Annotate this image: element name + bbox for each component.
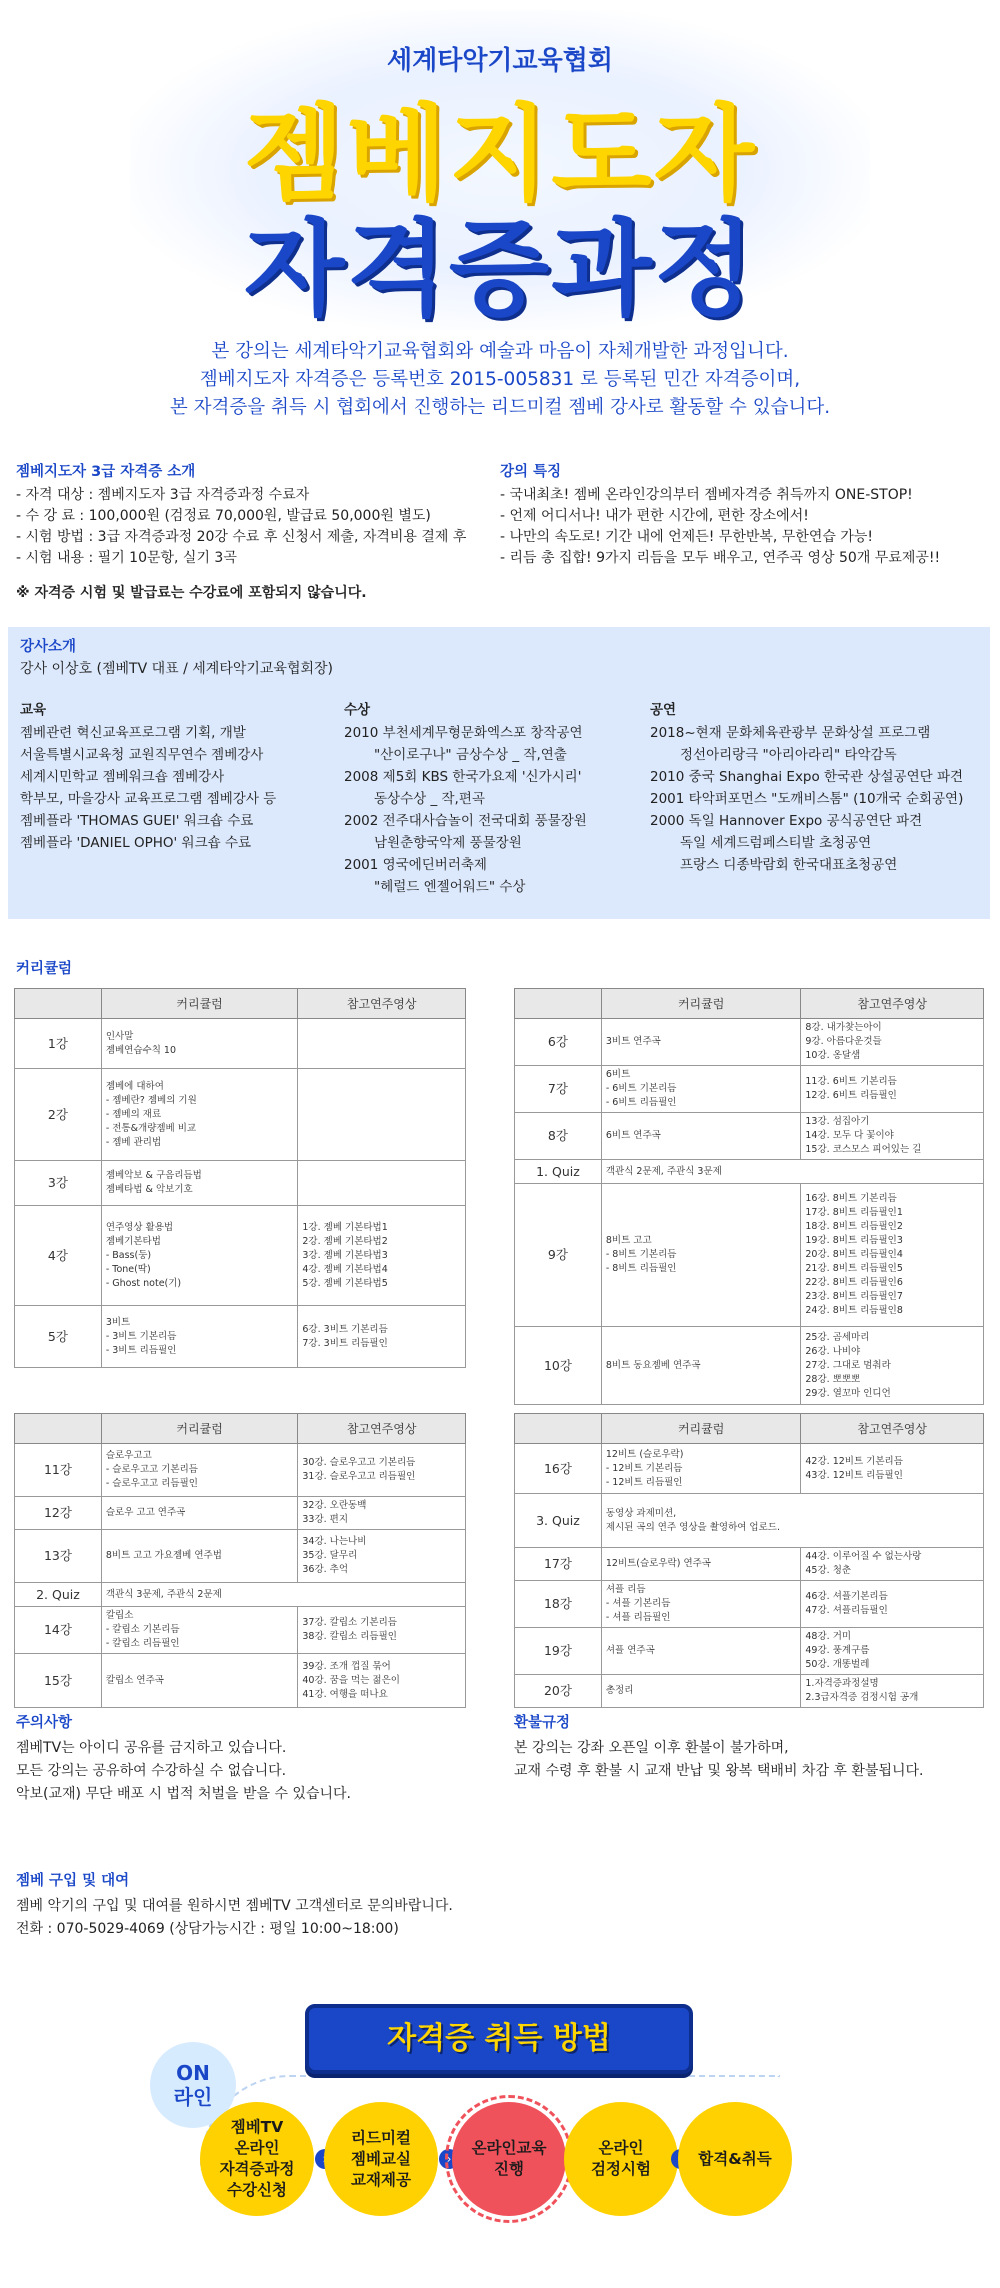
curriculum-cell-line: 젬베기본타법 [105, 1235, 161, 1247]
curriculum-cell [101, 1019, 298, 1069]
reference-cell [298, 1530, 466, 1583]
curriculum-cell [101, 1306, 298, 1368]
curriculum-cell-line: 6비트 [605, 1069, 631, 1080]
reference-cell [801, 1184, 984, 1327]
curriculum-cell-line: 3비트 [105, 1316, 131, 1328]
reference-cell-line: 31강. 슬로우고고 리듬필인 [302, 1471, 416, 1482]
table-header-row [515, 989, 984, 1019]
performances-section [650, 699, 990, 876]
reference-cell-line: 15강. 코스모스 피어있는 길 [805, 1144, 922, 1155]
reference-cell-line: 3강. 젬베 기본타법3 [302, 1249, 388, 1261]
lecture-number: 13강 [15, 1530, 102, 1583]
curriculum-cell-line: 셔플 리듬 [605, 1584, 646, 1595]
lecture-number: 7강 [515, 1066, 602, 1113]
feature-item: - 나만의 속도로! 기간 내에 언제든! 무한반복, 무한연습 가능! [500, 529, 873, 545]
curriculum-cell-line: - 슬로우고고 기본리듬 [105, 1464, 198, 1475]
table-row [515, 1675, 984, 1708]
reference-cell-line: 5강. 젬베 기본타법5 [302, 1277, 388, 1289]
reference-cell [298, 1497, 466, 1530]
curriculum-cell [601, 1327, 801, 1405]
reference-cell [801, 1628, 984, 1675]
curriculum-cell-line: - 젬베 관리법 [105, 1136, 162, 1148]
career-item: 2018~현재 문화체육관광부 문화상설 프로그램 [650, 725, 931, 741]
lecture-number: 9강 [515, 1184, 602, 1327]
lecture-number: 14강 [15, 1607, 102, 1654]
curriculum-cell-line: - 젬베란? 젬베의 기원 [105, 1094, 197, 1106]
reference-cell-line: 36강. 추억 [302, 1564, 349, 1575]
intro-item: - 자격 대상 : 젬베지도자 3급 자격증과정 수료자 [16, 487, 310, 503]
table-row [515, 1066, 984, 1113]
header-curriculum: 커리큘럼 [101, 1414, 298, 1444]
refund-item: 교재 수령 후 환불 시 교재 반납 및 왕복 택배비 차감 후 환불됩니다. [514, 1763, 924, 1779]
curriculum-cell [601, 1184, 801, 1327]
table-row [515, 1581, 984, 1628]
curriculum-cell-line: 12비트(슬로우락) 연주곡 [605, 1558, 711, 1569]
association-name: 세계타악기교육협회 [386, 46, 614, 76]
curriculum-cell-line: 8비트 동요젬베 연주곡 [605, 1359, 701, 1371]
table-row [15, 1444, 466, 1497]
caution-heading: 주의사항 [16, 1715, 73, 1731]
step-textbook [324, 2102, 438, 2216]
curriculum-table-3 [14, 1413, 466, 1708]
performances-title: 공연 [650, 702, 677, 718]
curriculum-cell [101, 1161, 298, 1206]
table-header-row [15, 989, 466, 1019]
curriculum-cell-line: 슬로우 고고 연주곡 [105, 1507, 186, 1518]
curriculum-cell-line: 인사말 [105, 1030, 134, 1042]
reference-cell-line: 14강. 모두 다 꽃이야 [805, 1130, 894, 1141]
features-heading: 강의 특징 [500, 464, 562, 480]
reference-cell-line: 50강. 개똥벌레 [805, 1659, 870, 1670]
header-blank [515, 989, 602, 1019]
career-item: 동상수상 _ 작,편곡 [374, 791, 485, 807]
header-reference: 참고연주영상 [298, 989, 466, 1019]
arrow-right-icon: › [439, 2149, 459, 2169]
reference-cell-line: 40강. 꿈을 먹는 젊은이 [302, 1674, 400, 1686]
feature-item: - 국내최초! 젬베 온라인강의부터 젬베자격증 취득까지 ONE-STOP! [500, 487, 913, 503]
lecture-number: 6강 [515, 1019, 602, 1066]
table-row [515, 1444, 984, 1494]
curriculum-cell-line: 8비트 고고 [605, 1235, 652, 1246]
lecture-number: 12강 [15, 1497, 102, 1530]
table-row [15, 1306, 466, 1368]
hero-desc-line: 젬베지도자 자격증은 등록번호 2015-005831 로 등록된 민간 자격증이며, [199, 369, 801, 390]
hero-description [0, 338, 1000, 422]
intro-item: - 시험 내용 : 필기 10문항, 실기 3곡 [16, 550, 237, 566]
reference-cell-line: 20강. 8비트 리듬필인4 [805, 1249, 903, 1260]
career-item: 2002 전주대사습놀이 전국대회 풍물장원 [344, 813, 587, 829]
reference-cell [298, 1019, 466, 1069]
header-blank [515, 1414, 602, 1444]
howto-banner [305, 2004, 693, 2074]
reference-cell-line: 30강. 슬로우고고 기본리듬 [302, 1457, 416, 1468]
curriculum-cell-line: 연주영상 활용법 [105, 1221, 174, 1233]
career-item: 남원춘향국악제 풍물장원 [374, 835, 522, 851]
reference-cell-line: 21강. 8비트 리듬필인5 [805, 1263, 903, 1274]
career-item: 2001 영국에딘버러축제 [344, 857, 487, 873]
table-header-row [515, 1414, 984, 1444]
table-row [15, 1654, 466, 1708]
reference-cell-line: 41강. 여행을 떠나요 [302, 1688, 388, 1700]
table-row [15, 1019, 466, 1069]
curriculum-cell [601, 1444, 801, 1494]
step-label: 합격&취득 [698, 2149, 772, 2168]
header-blank [15, 989, 102, 1019]
reference-cell-line: 7강. 3비트 리듬필인 [302, 1337, 388, 1349]
table-row [515, 1160, 984, 1184]
curriculum-cell-line: - 12비트 기본리듬 [605, 1462, 683, 1474]
quiz-label: 1. Quiz [515, 1160, 602, 1184]
education-item: 젬베플라 'DANIEL OPHO' 워크숍 수료 [20, 835, 252, 851]
reference-cell [298, 1654, 466, 1708]
reference-cell-line: 34강. 나는나비 [302, 1536, 367, 1547]
table-row [515, 1184, 984, 1327]
intro-item: - 수 강 료 : 100,000원 (검정료 70,000원, 발급료 50,000원 별도) [16, 508, 431, 524]
curriculum-table-1 [14, 988, 466, 1368]
table-row [15, 1161, 466, 1206]
career-item: 2001 타악퍼포먼스 "도깨비스톰" (10개국 순회공연) [650, 791, 964, 807]
reference-cell-line: 28강. 뽀뽀뽀 [805, 1373, 861, 1385]
reference-cell-line: 10강. 옹달샘 [805, 1050, 861, 1061]
curriculum-cell-line: - 칼립소 기본리듬 [105, 1624, 180, 1635]
awards-section [344, 699, 654, 898]
header-curriculum: 커리큘럼 [101, 989, 298, 1019]
curriculum-cell [601, 1066, 801, 1113]
lecture-number: 18강 [515, 1581, 602, 1628]
refund-section [514, 1712, 994, 1783]
reference-cell-line: 4강. 젬베 기본타법4 [302, 1263, 388, 1275]
curriculum-cell-line: - 12비트 리듬필인 [605, 1476, 683, 1488]
hero-desc-line: 본 자격증을 취득 시 협회에서 진행하는 리드미컬 젬베 강사로 활동할 수 있습니다. [169, 397, 831, 418]
purchase-heading: 젬베 구입 및 대여 [16, 1873, 130, 1889]
curriculum-cell-line: 3비트 연주곡 [605, 1036, 661, 1047]
career-item: 독일 세계드럼페스티발 초청공연 [680, 835, 872, 851]
education-item: 세계시민학교 젬베워크숍 젬베강사 [20, 769, 225, 785]
lecture-number: 8강 [515, 1113, 602, 1160]
reference-cell-line: 9강. 아름다운것들 [805, 1036, 882, 1047]
reference-cell [298, 1444, 466, 1497]
reference-cell [298, 1161, 466, 1206]
header-reference: 참고연주영상 [801, 989, 984, 1019]
table-row [15, 1069, 466, 1161]
table-row [15, 1530, 466, 1583]
quiz-label: 2. Quiz [15, 1583, 102, 1607]
instructor-box [8, 627, 990, 919]
curriculum-cell-line: - 칼립소 리듬필인 [105, 1638, 180, 1649]
reference-cell-line: 22강. 8비트 리듬필인6 [805, 1277, 903, 1288]
curriculum-cell [601, 1581, 801, 1628]
table-row [515, 1113, 984, 1160]
career-item: 2000 독일 Hannover Expo 공식공연단 파견 [650, 813, 923, 829]
reference-cell-line: 43강. 12비트 리듬필인 [805, 1469, 903, 1481]
curriculum-cell [101, 1497, 298, 1530]
header-reference: 참고연주영상 [801, 1414, 984, 1444]
reference-cell [801, 1444, 984, 1494]
lecture-number: 20강 [515, 1675, 602, 1708]
curriculum-cell-line: - 8비트 기본리듬 [605, 1249, 677, 1260]
table-row [515, 1019, 984, 1066]
header-blank [15, 1414, 102, 1444]
table-row [15, 1583, 466, 1607]
refund-item: 본 강의는 강좌 오픈일 이후 환불이 불가하며, [514, 1740, 789, 1756]
curriculum-cell-line: 슬로우고고 [105, 1450, 152, 1461]
curriculum-cell-line: 총정리 [605, 1685, 634, 1696]
education-title: 교육 [20, 702, 47, 718]
curriculum-table-2 [514, 988, 984, 1405]
step-online-education [452, 2102, 566, 2216]
reference-cell-line: 44강. 이루어질 수 없는사랑 [805, 1551, 922, 1562]
reference-cell-line: 48강. 거미 [805, 1631, 852, 1642]
career-item: 2008 제5회 KBS 한국가요제 '신가시리' [344, 769, 582, 785]
reference-cell-line: 2.3급자격증 검정시험 공개 [805, 1692, 919, 1703]
curriculum-cell [101, 1607, 298, 1654]
curriculum-cell-line: 셔플 연주곡 [605, 1645, 655, 1656]
reference-cell-line: 23강. 8비트 리듬필인7 [805, 1291, 903, 1302]
reference-cell-line: 29강. 열꼬마 인디언 [805, 1387, 891, 1399]
curriculum-cell [601, 1548, 801, 1581]
curriculum-cell-line: 6비트 연주곡 [605, 1130, 661, 1141]
caution-section [16, 1712, 496, 1806]
lecture-number: 11강 [15, 1444, 102, 1497]
reference-cell [801, 1066, 984, 1113]
reference-cell-line: 37강. 칼립소 기본리듬 [302, 1617, 397, 1628]
reference-cell-line: 46강. 셔플기본리듬 [805, 1591, 888, 1602]
header-curriculum: 커리큘럼 [601, 989, 801, 1019]
curriculum-cell-line: - Bass(둥) [105, 1249, 152, 1261]
curriculum-cell-line: 칼립소 연주곡 [105, 1674, 164, 1686]
reference-cell-line: 12강. 6비트 리듬필인 [805, 1090, 897, 1101]
curriculum-cell-line: - Tone(딱) [105, 1263, 151, 1275]
reference-cell-line: 17강. 8비트 리듬필인1 [805, 1207, 903, 1218]
reference-cell-line: 8강. 내가찾는아이 [805, 1022, 882, 1033]
lecture-number: 4강 [15, 1206, 102, 1306]
curriculum-cell-line: 젬베에 대하여 [105, 1080, 164, 1092]
table-row [515, 1494, 984, 1548]
reference-cell-line: 24강. 8비트 리듬필인8 [805, 1305, 903, 1316]
education-item: 젬베플라 'THOMAS GUEI' 워크숍 수료 [20, 813, 254, 829]
awards-title: 수상 [344, 702, 371, 718]
education-item: 서울특별시교육청 교원직무연수 젬베강사 [20, 747, 264, 763]
reference-cell [801, 1581, 984, 1628]
curriculum-cell-line: 8비트 고고 가요젬베 연주법 [105, 1550, 222, 1561]
howto-banner-text: 자격증 취득 방법 [387, 2021, 611, 2056]
lecture-number: 3강 [15, 1161, 102, 1206]
step-pass [678, 2102, 792, 2216]
lecture-features [500, 462, 995, 569]
curriculum-cell-line: - 6비트 기본리듬 [605, 1083, 677, 1094]
reference-cell-line: 16강. 8비트 기본리듬 [805, 1193, 897, 1204]
reference-cell-line: 19강. 8비트 리듬필인3 [805, 1235, 903, 1246]
step-online-exam [564, 2102, 678, 2216]
step-label: 리드미컬 젬베교실 교재제공 [351, 2128, 411, 2189]
online-badge-text: ON 라인 [173, 2061, 213, 2109]
curriculum-cell-line: - 전통&개량젬베 비교 [105, 1122, 197, 1134]
curriculum-cell [101, 1654, 298, 1708]
education-item: 학부모, 마을강사 교육프로그램 젬베강사 등 [20, 791, 277, 807]
curriculum-cell [601, 1019, 801, 1066]
reference-cell-line: 2강. 젬베 기본타법2 [302, 1235, 388, 1247]
purchase-section [16, 1870, 616, 1941]
certificate-intro [16, 462, 496, 604]
curriculum-cell [101, 1530, 298, 1583]
education-item: 젬베관련 혁신교육프로그램 기획, 개발 [20, 725, 246, 741]
curriculum-cell-line: - 셔플 기본리듬 [605, 1598, 671, 1609]
curriculum-cell [601, 1675, 801, 1708]
header-reference: 참고연주영상 [298, 1414, 466, 1444]
curriculum-cell-line: - 8비트 리듬필인 [605, 1263, 677, 1274]
table-row [15, 1206, 466, 1306]
reference-cell-line: 38강. 칼립소 리듬필인 [302, 1631, 397, 1642]
lecture-number: 2강 [15, 1069, 102, 1161]
reference-cell [298, 1607, 466, 1654]
instructor-heading: 강사소개 [20, 639, 77, 655]
hero-title-line2: 자격증과정 [243, 208, 757, 330]
reference-cell-line: 11강. 6비트 기본리듬 [805, 1076, 897, 1087]
step-label: 온라인교육 진행 [471, 2139, 547, 2178]
curriculum-cell-line: - 젬베의 재료 [105, 1108, 162, 1120]
curriculum-cell-line: 칼립소 [105, 1610, 134, 1621]
reference-cell [801, 1327, 984, 1405]
reference-cell-line: 33강. 편지 [302, 1514, 349, 1525]
curriculum-cell [101, 1444, 298, 1497]
career-item: "산이로구나" 금상수상 _ 작,연출 [374, 747, 567, 763]
intro-note: ※ 자격증 시험 및 발급료는 수강료에 포함되지 않습니다. [16, 585, 367, 601]
reference-cell-line: 6강. 3비트 기본리듬 [302, 1323, 388, 1335]
reference-cell-line: 47강. 셔플리듬필인 [805, 1605, 888, 1616]
reference-cell-line: 13강. 섬집아기 [805, 1116, 870, 1127]
reference-cell [298, 1069, 466, 1161]
reference-cell-line: 35강. 달무리 [302, 1550, 358, 1561]
lecture-number: 17강 [515, 1548, 602, 1581]
lecture-number: 16강 [515, 1444, 602, 1494]
curriculum-cell-line: 젬베타법 & 악보기호 [105, 1184, 193, 1195]
feature-item: - 리듬 총 집합! 9가지 리듬을 모두 배우고, 연주곡 영상 50개 무료제공!! [500, 550, 941, 566]
reference-cell-line: 26강. 나비야 [805, 1345, 861, 1357]
reference-cell-line: 18강. 8비트 리듬필인2 [805, 1221, 903, 1232]
reference-cell-line: 39강. 조개 껍질 묶어 [302, 1660, 391, 1672]
step-label: 온라인 검정시험 [591, 2139, 651, 2178]
curriculum-cell-line: - 3비트 리듬필인 [105, 1344, 177, 1356]
step-enroll [200, 2102, 314, 2216]
curriculum-cell-line: 12비트 (슬로우락) [605, 1448, 684, 1460]
reference-cell-line: 49강. 풍계구름 [805, 1645, 870, 1656]
curriculum-cell-line: - 6비트 리듬필인 [605, 1097, 677, 1108]
lecture-number: 19강 [515, 1628, 602, 1675]
intro-item: - 시험 방법 : 3급 자격증과정 20강 수료 후 신청서 제출, 자격비용 결제 후 [16, 529, 467, 545]
curriculum-cell-line: - 슬로우고고 리듬필인 [105, 1478, 198, 1489]
hero-section [0, 0, 1000, 440]
table-row [15, 1607, 466, 1654]
reference-cell-line: 32강. 오란동백 [302, 1500, 367, 1511]
step-label: 젬베TV 온라인 자격증과정 수강신청 [219, 2118, 295, 2199]
career-item: 정선아리랑극 "아리아라리" 타악감독 [680, 747, 897, 763]
curriculum-cell [101, 1069, 298, 1161]
header-curriculum: 커리큘럼 [601, 1414, 801, 1444]
curriculum-cell-line: 젬베악보 & 구음리듬법 [105, 1170, 202, 1181]
lecture-number: 10강 [515, 1327, 602, 1405]
intro-heading: 젬베지도자 3급 자격증 소개 [16, 464, 196, 480]
hero-desc-line: 본 강의는 세계타악기교육협회와 예술과 마음이 자체개발한 과정입니다. [211, 341, 789, 362]
reference-cell-line: 45강. 청춘 [805, 1565, 852, 1576]
reference-cell [801, 1548, 984, 1581]
quiz-text: 동영상 과제미션, 제시된 곡의 연주 영상을 촬영하여 업로드. [601, 1494, 983, 1548]
table-row [15, 1497, 466, 1530]
table-row [515, 1628, 984, 1675]
reference-cell [801, 1113, 984, 1160]
curriculum-cell-line: - 셔플 리듬필인 [605, 1612, 671, 1623]
lecture-number: 5강 [15, 1306, 102, 1368]
reference-cell [298, 1206, 466, 1306]
refund-heading: 환불규정 [514, 1715, 571, 1731]
reference-cell [298, 1306, 466, 1368]
caution-item: 악보(교재) 무단 배포 시 법적 처벌을 받을 수 있습니다. [16, 1786, 351, 1802]
career-item: 2010 중국 Shanghai Expo 한국관 상설공연단 파견 [650, 769, 964, 785]
hero-title-line1: 젬베지도자 [243, 93, 757, 215]
reference-cell [801, 1675, 984, 1708]
quiz-label: 3. Quiz [515, 1494, 602, 1548]
curriculum-heading: 커리큘럼 [16, 961, 73, 977]
feature-item: - 언제 어디서나! 내가 편한 시간에, 편한 장소에서! [500, 508, 809, 524]
curriculum-cell [101, 1206, 298, 1306]
reference-cell-line: 1.자격증과정설명 [805, 1678, 879, 1689]
curriculum-table-4 [514, 1413, 984, 1708]
quiz-text: 객관식 2문제, 주관식 3문제 [601, 1160, 983, 1184]
reference-cell [801, 1019, 984, 1066]
reference-cell-line: 1강. 젬베 기본타법1 [302, 1221, 388, 1233]
career-item: 2010 부천세계무형문화엑스포 창작공연 [344, 725, 583, 741]
purchase-item: 젬베 악기의 구입 및 대여를 원하시면 젬베TV 고객센터로 문의바랍니다. [16, 1898, 453, 1914]
curriculum-cell [601, 1628, 801, 1675]
instructor-name: 강사 이상호 (젬베TV 대표 / 세계타악기교육협회장) [20, 661, 333, 677]
table-row [515, 1548, 984, 1581]
table-header-row [15, 1414, 466, 1444]
curriculum-cell-line: 젬베연습수칙 10 [105, 1044, 176, 1056]
lecture-number: 15강 [15, 1654, 102, 1708]
curriculum-cell-line: - Ghost note(기) [105, 1277, 182, 1289]
purchase-item: 전화 : 070-5029-4069 (상담가능시간 : 평일 10:00~18:00) [16, 1921, 399, 1937]
caution-item: 모든 강의는 공유하여 수강하실 수 없습니다. [16, 1763, 287, 1779]
caution-item: 젬베TV는 아이디 공유를 금지하고 있습니다. [16, 1740, 287, 1756]
lecture-number: 1강 [15, 1019, 102, 1069]
reference-cell-line: 42강. 12비트 기본리듬 [805, 1455, 903, 1467]
curriculum-cell [601, 1113, 801, 1160]
career-item: 프랑스 디종박람회 한국대표초청공연 [680, 857, 898, 873]
reference-cell-line: 27강. 그대로 멈춰라 [805, 1359, 891, 1371]
reference-cell-line: 25강. 곰세마리 [805, 1331, 870, 1343]
table-row [515, 1327, 984, 1405]
quiz-text: 객관식 3문제, 주관식 2문제 [101, 1583, 465, 1607]
curriculum-cell-line: - 3비트 기본리듬 [105, 1330, 177, 1342]
education-section [20, 699, 350, 854]
career-item: "헤럴드 엔젤어워드" 수상 [374, 879, 526, 895]
